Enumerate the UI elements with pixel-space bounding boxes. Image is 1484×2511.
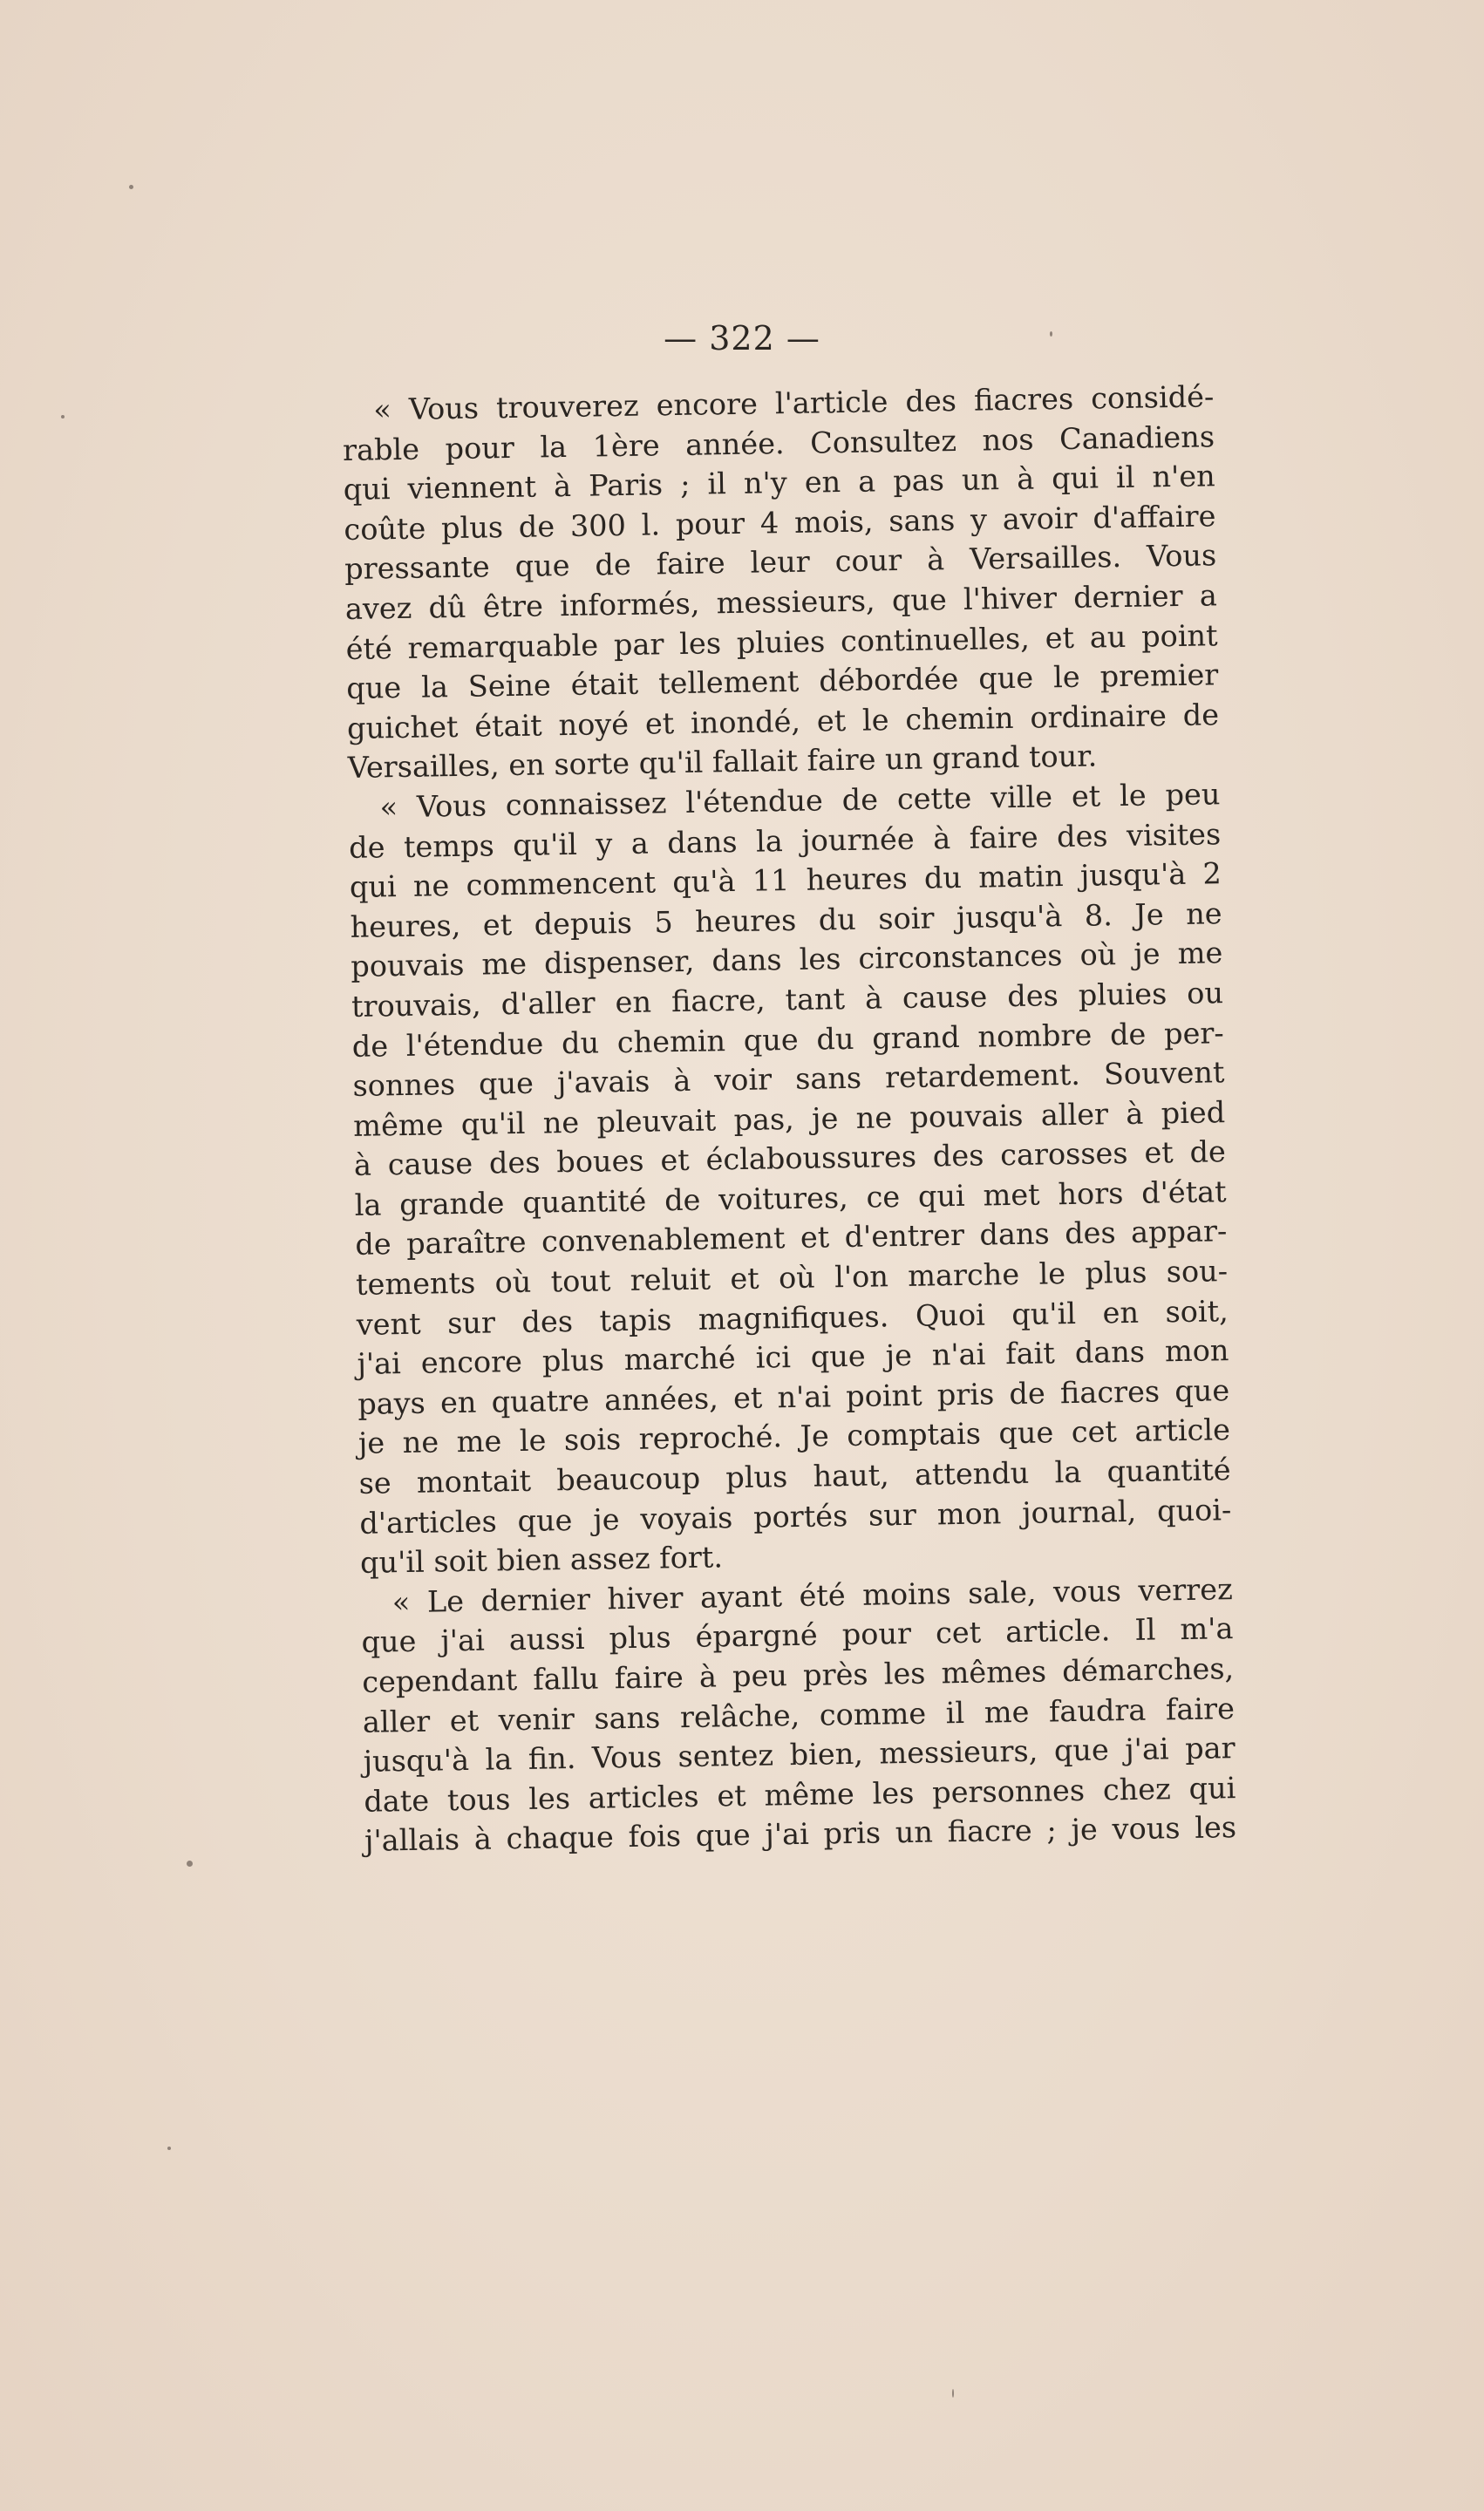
text-line: rable pour la 1ère année. Consultez nos Canadiens (342, 418, 1215, 467)
text-line: qui viennent à Paris ; il n'y en a pas un à qui il n'en (343, 459, 1215, 507)
text-line: jusqu'à la fin. Vous sentez bien, messieurs, que j'ai par (363, 1731, 1236, 1779)
text-line: tements où tout reluit et où l'on marche le plus sou- (355, 1254, 1229, 1302)
text-line: avez dû être informés, messieurs, que l'hiver dernier a (344, 578, 1218, 626)
paper-speck (129, 185, 133, 189)
text-line: heures, et depuis 5 heures du soir jusqu'à 8. Je ne (350, 895, 1222, 944)
paper-speck (187, 1861, 193, 1867)
text-line: qui ne commencent qu'à 11 heures du matin jusqu'à 2 (349, 856, 1222, 905)
text-line: vent sur des tapis magnifiques. Quoi qu'il en soit, (356, 1293, 1229, 1342)
text-line: de l'étendue du chemin que du grand nombre de per- (351, 1015, 1224, 1064)
page-number: — 322 — (664, 319, 820, 357)
paper-speck (952, 2389, 954, 2398)
paper-speck (167, 2147, 171, 2150)
text-line: j'ai encore plus marché ici que je n'ai fait dans mon (357, 1333, 1229, 1382)
text-line: de paraître convenablement et d'entrer dans des appar- (355, 1214, 1228, 1262)
text-line: que la Seine était tellement débordée que le premier (346, 657, 1219, 706)
text-line: que j'ai aussi plus épargné pour cet article. Il m'a (361, 1611, 1234, 1660)
text-line: aller et venir sans relâche, comme il me faudra faire (362, 1691, 1236, 1739)
text-line: « Vous connaissez l'étendue de cette ville et le peu (379, 777, 1221, 825)
text-line: pressante que de faire leur cour à Versailles. Vous (344, 538, 1217, 587)
text-line: même qu'il ne pleuvait pas, je ne pouvais aller à pied (352, 1094, 1226, 1143)
text-line: pouvais me dispenser, dans les circonstances où je me (351, 936, 1223, 984)
text-line: date tous les articles et même les personnes chez qui (364, 1770, 1236, 1819)
text-line: se montait beaucoup plus haut, attendu la quantité (358, 1453, 1231, 1500)
text-line: de temps qu'il y a dans la journée à faire des visites (348, 816, 1222, 865)
body-text (342, 377, 1236, 1861)
text-line: d'articles que je voyais portés sur mon journal, quoi- (359, 1492, 1232, 1541)
text-line: « Le dernier hiver ayant été moins sale, vous verrez (391, 1571, 1234, 1620)
text-line: été remarquable par les pluies continuelles, et au point (345, 617, 1218, 666)
text-line: à cause des boues et éclaboussures des carosses et de (353, 1134, 1227, 1183)
text-line: trouvais, d'aller en fiacre, tant à cause des pluies ou (351, 976, 1224, 1024)
text-line: « Vous trouverez encore l'article des fiacres considé- (373, 379, 1215, 427)
text-line: coûte plus de 300 l. pour 4 mois, sans y avoir d'affaire (344, 499, 1216, 547)
text-line: j'allais à chaque fois que j'ai pris un fiacre ; je vous les (364, 1810, 1237, 1859)
text-line: Versailles, en sorte qu'il fallait faire un grand tour. (347, 738, 1098, 786)
text-line: pays en quatre années, et n'ai point pris de fiacres que (357, 1372, 1230, 1421)
text-line: guichet était noyé et inondé, et le chemin ordinaire de (346, 697, 1220, 745)
paper-speck (1050, 331, 1052, 337)
text-line: je ne me le sois reproché. Je comptais que cet article (357, 1412, 1231, 1461)
text-line: sonnes que j'avais à voir sans retardement. Souvent (352, 1055, 1225, 1103)
paper-speck (61, 415, 65, 418)
text-line: cependant fallu faire à peu près les mêmes démarches, (361, 1651, 1235, 1699)
text-line: qu'il soit bien assez fort. (359, 1540, 724, 1581)
text-line: la grande quantité de voitures, ce qui met hors d'état (354, 1174, 1227, 1222)
